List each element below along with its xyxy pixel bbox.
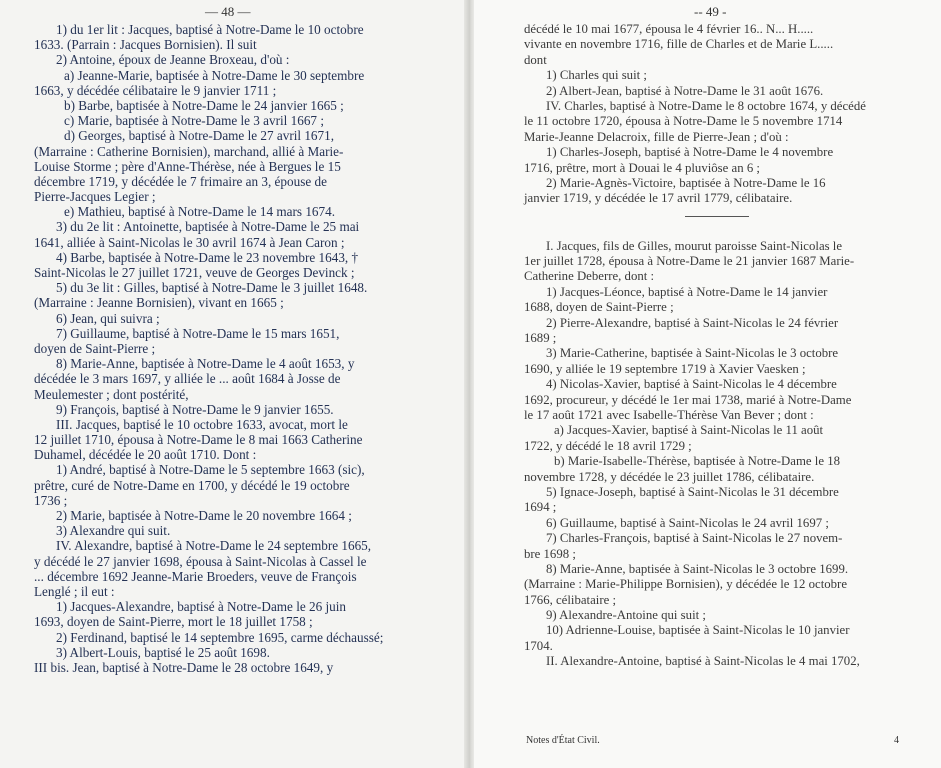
right-bottom-line: II. Alexandre-Antoine, baptisé à Saint-Nicolas le 4 mai 1702, <box>546 654 860 669</box>
left-line: 1693, doyen de Saint-Pierre, mort le 18 juillet 1758 ; <box>34 614 313 630</box>
left-line: b) Barbe, baptisée à Notre-Dame le 24 janvier 1665 ; <box>64 97 344 113</box>
left-page-text <box>34 22 410 675</box>
right-bottom-line: (Marraine : Marie-Philippe Bornisien), y décédée le 12 octobre <box>524 577 848 592</box>
right-bottom-line: 2) Pierre-Alexandre, baptisé à Saint-Nicolas le 24 février <box>546 315 839 330</box>
right-bottom-line: 3) Marie-Catherine, baptisée à Saint-Nicolas le 3 octobre <box>546 346 839 361</box>
right-bottom-line: 1) Jacques-Léonce, baptisé à Notre-Dame le 14 janvier <box>546 284 828 299</box>
left-line: III bis. Jean, baptisé à Notre-Dame le 28 octobre 1649, y <box>34 659 334 675</box>
left-line: 1641, alliée à Saint-Nicolas le 30 avril 1674 à Jean Caron ; <box>34 234 345 250</box>
left-page <box>0 0 466 768</box>
right-top-line: vivante en novembre 1716, fille de Charles et de Marie L..... <box>524 37 834 52</box>
right-top-line: 1716, prêtre, mort à Douai le 4 pluviôse an 6 ; <box>524 160 760 175</box>
right-bottom-line: 6) Guillaume, baptisé à Saint-Nicolas le 24 avril 1697 ; <box>546 515 829 530</box>
right-top-line: IV. Charles, baptisé à Notre-Dame le 8 octobre 1674, y décédé <box>546 98 866 113</box>
left-line: 9) François, baptisé à Notre-Dame le 9 janvier 1655. <box>56 401 334 417</box>
left-line: 3) Albert-Louis, baptisé le 25 août 1698. <box>56 644 270 660</box>
right-bottom-line: 1766, célibataire ; <box>524 592 617 607</box>
right-top-line: 2) Albert-Jean, baptisé à Notre-Dame le 31 août 1676. <box>546 83 824 98</box>
signature-mark: 4 <box>894 735 899 746</box>
left-line: 7) Guillaume, baptisé à Notre-Dame le 15 mars 1651, <box>56 325 340 341</box>
right-bottom-line: 7) Charles-François, baptisé à Saint-Nicolas le 27 novem- <box>546 531 843 546</box>
right-bottom-line: b) Marie-Isabelle-Thérèse, baptisée à Notre-Dame le 18 <box>554 454 841 469</box>
right-bottom-line: 9) Alexandre-Antoine qui suit ; <box>546 608 706 623</box>
left-line: 6) Jean, qui suivra ; <box>56 310 160 326</box>
section-divider-rule <box>685 216 749 217</box>
right-bottom-line: 8) Marie-Anne, baptisée à Saint-Nicolas le 3 octobre 1699. <box>546 561 849 576</box>
left-line: 1) André, baptisé à Notre-Dame le 5 septembre 1663 (sic), <box>56 462 365 478</box>
left-line: 2) Antoine, époux de Jeanne Broxeau, d'où : <box>56 52 290 68</box>
right-top-line: 2) Marie-Agnès-Victoire, baptisée à Notre-Dame le 16 <box>546 175 826 190</box>
left-line: c) Marie, baptisée à Notre-Dame le 3 avril 1667 ; <box>64 113 324 129</box>
right-top-line: 1) Charles-Joseph, baptisé à Notre-Dame le 4 novembre <box>546 145 834 160</box>
right-bottom-line: 4) Nicolas-Xavier, baptisé à Saint-Nicolas le 4 décembre <box>546 377 837 392</box>
left-line: Lenglé ; il eut : <box>34 583 115 599</box>
right-bottom-line: le 17 août 1721 avec Isabelle-Thérèse Van Bever ; dont : <box>524 407 814 422</box>
left-line: (Marraine : Jeanne Bornisien), vivant en 1665 ; <box>34 295 284 311</box>
right-bottom-line: a) Jacques-Xavier, baptisé à Saint-Nicolas le 11 août <box>554 423 824 438</box>
right-top-line: janvier 1719, y décédée le 17 avril 1779, célibataire. <box>524 191 793 206</box>
right-bottom-line: bre 1698 ; <box>524 546 576 561</box>
left-line: 1633. (Parrain : Jacques Bornisien). Il suit <box>34 37 257 53</box>
left-line: IV. Alexandre, baptisé à Notre-Dame le 24 septembre 1665, <box>56 538 372 554</box>
right-bottom-line: 1689 ; <box>524 331 557 346</box>
right-top-line: décédé le 10 mai 1677, épousa le 4 février 16.. N... H..... <box>524 22 814 36</box>
right-bottom-line: novembre 1728, y décédée le 23 juillet 1786, célibataire. <box>524 469 815 484</box>
left-line: 3) du 2e lit : Antoinette, baptisée à Notre-Dame le 25 mai <box>56 219 360 235</box>
right-top-line: 1) Charles qui suit ; <box>546 68 647 83</box>
left-line: 1663, y décédée célibataire le 9 janvier 1711 ; <box>34 82 277 98</box>
right-page-top-block <box>524 22 910 207</box>
left-line: (Marraine : Catherine Bornisien), marchand, allié à Marie- <box>34 143 344 159</box>
left-line: a) Jeanne-Marie, baptisée à Notre-Dame le 30 septembre <box>64 67 365 83</box>
left-line: 8) Marie-Anne, baptisée à Notre-Dame le 4 août 1653, y <box>56 356 355 372</box>
right-bottom-line: 1er juillet 1728, épousa à Notre-Dame le 21 janvier 1687 Marie- <box>524 254 855 269</box>
left-line: doyen de Saint-Pierre ; <box>34 340 156 356</box>
right-bottom-line: 5) Ignace-Joseph, baptisé à Saint-Nicolas le 31 décembre <box>546 484 839 499</box>
left-line: décédée le 3 mars 1697, y alliée le ... août 1684 à Josse de <box>34 371 341 387</box>
left-line: 1) du 1er lit : Jacques, baptisé à Notre-Dame le 10 octobre <box>56 22 364 37</box>
left-line: 4) Barbe, baptisée à Notre-Dame le 23 novembre 1643, † <box>56 249 359 265</box>
left-line: prêtre, curé de Notre-Dame en 1700, y décédé le 19 octobre <box>34 477 350 493</box>
left-page-number: — 48 — <box>205 4 251 19</box>
right-bottom-line: 1690, y alliée le 19 septembre 1719 à Xavier Vaesken ; <box>524 361 806 376</box>
left-line: 3) Alexandre qui suit. <box>56 523 171 539</box>
left-line: 1) Jacques-Alexandre, baptisé à Notre-Dame le 26 juin <box>56 599 347 615</box>
right-page-number: -- 49 - <box>694 4 727 19</box>
right-page-text <box>524 22 910 670</box>
left-line: 2) Marie, baptisée à Notre-Dame le 20 novembre 1664 ; <box>56 508 352 523</box>
left-line: e) Mathieu, baptisé à Notre-Dame le 14 mars 1674. <box>64 204 335 220</box>
left-line: d) Georges, baptisé à Notre-Dame le 27 avril 1671, <box>64 128 335 144</box>
left-line: y décédé le 27 janvier 1698, épousa à Saint-Nicolas à Cassel le <box>34 553 367 569</box>
left-line: 12 juillet 1710, épousa à Notre-Dame le 8 mai 1663 Catherine <box>34 432 363 448</box>
left-line: Saint-Nicolas le 27 juillet 1721, veuve de Georges Devinck ; <box>34 265 355 280</box>
right-page-bottom-block <box>524 239 910 670</box>
right-bottom-line: I. Jacques, fils de Gilles, mourut paroisse Saint-Nicolas le <box>546 238 843 253</box>
footer-title: Notes d'État Civil. <box>526 735 600 746</box>
left-line: 5) du 3e lit : Gilles, baptisé à Notre-Dame le 3 juillet 1648. <box>56 280 368 296</box>
right-bottom-line: 1694 ; <box>524 500 557 515</box>
right-bottom-line: 1688, doyen de Saint-Pierre ; <box>524 300 674 315</box>
left-line: décembre 1719, y décédée le 7 frimaire an 3, épouse de <box>34 173 327 189</box>
left-line: Meulemester ; dont postérité, <box>34 386 189 402</box>
right-top-line: le 11 octobre 1720, épousa à Notre-Dame le 5 novembre 1714 <box>524 114 843 129</box>
right-bottom-line: 10) Adrienne-Louise, baptisée à Saint-Nicolas le 10 janvier <box>546 623 850 638</box>
right-bottom-line: 1692, procureur, y décédé le 1er mai 1738, marié à Notre-Dame <box>524 392 852 407</box>
left-line: Duhamel, décédée le 20 août 1710. Dont : <box>34 447 257 463</box>
right-bottom-line: 1722, y décédé le 18 avril 1729 ; <box>524 438 692 453</box>
left-line: 1736 ; <box>34 492 68 508</box>
left-line: Louise Storme ; père d'Anne-Thérèse, née à Bergues le 15 <box>34 158 341 174</box>
left-line: III. Jacques, baptisé le 10 octobre 1633, avocat, mort le <box>56 416 348 432</box>
right-bottom-line: Catherine Deberre, dont : <box>524 269 655 284</box>
right-top-line: Marie-Jeanne Delacroix, fille de Pierre-Jean ; d'où : <box>524 129 789 144</box>
page-footer <box>526 735 907 746</box>
left-line: ... décembre 1692 Jeanne-Marie Broeders, veuve de François <box>34 568 357 584</box>
right-bottom-line: 1704. <box>524 638 553 653</box>
left-line: Pierre-Jacques Legier ; <box>34 189 156 205</box>
right-top-line: dont <box>524 52 547 67</box>
right-page <box>474 0 941 768</box>
left-line: 2) Ferdinand, baptisé le 14 septembre 1695, carme déchaussé; <box>56 629 384 645</box>
